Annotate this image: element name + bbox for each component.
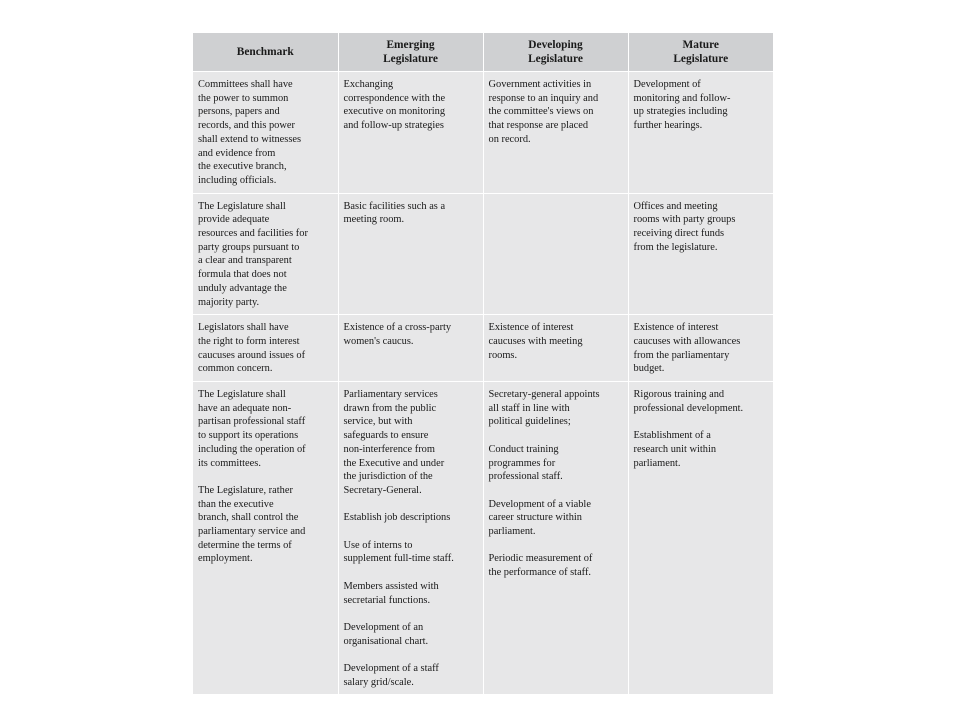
cell-paragraph [198, 484, 333, 566]
cell-paragraph [634, 429, 769, 470]
benchmark-cell [193, 72, 338, 194]
cell-text-line: up strategies including [633, 106, 728, 118]
cell-text-line: common concern. [198, 363, 273, 375]
cell-text-line: Use of interns to [343, 539, 413, 551]
cell-paragraph [634, 388, 769, 415]
cell-text-line: service, but with [343, 416, 413, 428]
cell-text-line: the executive branch, [198, 161, 287, 173]
cell-paragraph [489, 388, 623, 429]
cell-text-line: caucuses with allowances [633, 335, 741, 347]
cell-text-line: majority party. [198, 296, 260, 308]
cell-text-line: parliament. [488, 526, 536, 538]
cell-text-line: Rigorous training and [633, 389, 725, 401]
cell-text-line: Establishment of a [633, 430, 711, 442]
cell-text-line: from the legislature. [633, 241, 718, 253]
cell-text-line: The Legislature, rather [198, 484, 293, 496]
cell-text-line: Committees shall have [198, 79, 293, 90]
header-emerging [338, 33, 483, 72]
cell-text-line: rooms. [488, 349, 518, 361]
cell-text-line: to support its operations [198, 430, 299, 442]
cell-paragraph [489, 78, 623, 147]
cell-text-line: programmes for [488, 457, 556, 469]
cell-paragraph [198, 321, 333, 376]
developing-cell [483, 193, 628, 315]
emerging-cell [338, 315, 483, 382]
cell-text-line: the right to form interest [198, 335, 300, 347]
cell-text-line: parliamentary service and [198, 526, 306, 538]
cell-text-line: meeting room. [343, 214, 405, 226]
cell-text-line: rooms with party groups [633, 214, 736, 226]
cell-text-line: Development of [633, 79, 701, 90]
cell-text-line: Establish job descriptions [343, 512, 451, 524]
cell-text-line: formula that does not [198, 269, 287, 281]
cell-text-line: supplement full-time staff. [343, 553, 454, 565]
cell-text-line: Existence of a cross-party [343, 322, 452, 334]
cell-text-line: the performance of staff. [488, 567, 592, 579]
cell-text-line: resources and facilities for [198, 228, 308, 240]
header-benchmark [193, 33, 338, 72]
cell-paragraph [344, 78, 478, 133]
cell-text-line: Offices and meeting [633, 200, 718, 212]
cell-text-line: Secretary-general appoints [488, 389, 600, 401]
cell-text-line: response to an inquiry and [488, 92, 599, 104]
cell-text-line: safeguards to ensure [343, 430, 429, 442]
table-row [193, 382, 773, 695]
header-line: Mature [682, 39, 719, 51]
cell-paragraph [634, 321, 769, 376]
header-line: Benchmark [236, 46, 294, 58]
cell-text-line: Exchanging [343, 79, 394, 90]
cell-text-line: unduly advantage the [198, 282, 287, 294]
cell-text-line: Basic facilities such as a [343, 200, 446, 212]
cell-text-line: that response are placed [488, 120, 589, 132]
cell-text-line: monitoring and follow- [633, 92, 731, 104]
cell-paragraph [489, 321, 623, 362]
emerging-cell [338, 193, 483, 315]
cell-text-line: on record. [488, 133, 531, 145]
mature-cell [628, 193, 773, 315]
cell-paragraph [634, 200, 769, 255]
cell-text-line: Legislators shall have [198, 322, 289, 334]
cell-text-line: party groups pursuant to [198, 241, 300, 253]
cell-text-line: Development of a viable [488, 498, 591, 510]
cell-text-line: provide adequate [198, 214, 270, 226]
emerging-cell [338, 72, 483, 194]
benchmark-cell [193, 193, 338, 315]
cell-paragraph [344, 621, 478, 648]
cell-text-line: The Legislature shall [198, 200, 286, 212]
cell-text-line: career structure within [488, 512, 582, 524]
cell-text-line: Secretary-General. [343, 484, 422, 496]
cell-text-line: receiving direct funds [633, 228, 725, 240]
cell-paragraph [344, 321, 478, 348]
cell-text-line: the committee's views on [488, 106, 594, 118]
table-row [193, 72, 773, 194]
header-developing [483, 33, 628, 72]
cell-text-line: The Legislature shall [198, 389, 286, 401]
cell-text-line: including officials. [198, 174, 277, 186]
cell-text-line: correspondence with the [343, 92, 446, 104]
cell-text-line: professional staff. [488, 471, 563, 483]
table-row [193, 193, 773, 315]
cell-text-line: records, and this power [198, 120, 295, 132]
cell-paragraph [198, 388, 333, 470]
cell-text-line: organisational chart. [343, 635, 429, 647]
cell-text-line: its committees. [198, 457, 261, 469]
cell-text-line: drawn from the public [343, 402, 437, 414]
emerging-cell [338, 382, 483, 695]
developing-cell [483, 315, 628, 382]
header-line: Legislature [528, 53, 583, 65]
cell-text-line: than the executive [198, 498, 274, 510]
cell-paragraph [344, 511, 478, 525]
header-line: Emerging [386, 39, 435, 51]
cell-text-line: employment. [198, 553, 253, 565]
cell-text-line: research unit within [633, 443, 717, 455]
table-row [193, 315, 773, 382]
cell-text-line: a clear and transparent [198, 255, 292, 267]
cell-paragraph [489, 443, 623, 484]
mature-cell [628, 315, 773, 382]
header-line: Developing [528, 39, 583, 51]
cell-text-line: and follow-up strategies [343, 120, 444, 132]
header-row [193, 33, 773, 72]
header-line: Legislature [673, 53, 729, 65]
cell-text-line: professional development. [633, 402, 744, 414]
cell-text-line: Conduct training [488, 443, 559, 455]
cell-text-line: parliament. [633, 457, 681, 469]
header-line: Legislature [383, 53, 438, 65]
cell-text-line: and evidence from [198, 147, 276, 159]
cell-text-line: the power to summon [198, 92, 289, 104]
cell-text-line: secretarial functions. [343, 594, 431, 606]
mature-cell [628, 382, 773, 695]
cell-text-line: the Executive and under [343, 457, 445, 469]
table-body [193, 72, 773, 695]
cell-text-line: political guidelines; [488, 416, 571, 428]
cell-text-line: Development of a staff [343, 663, 439, 675]
cell-text-line: further hearings. [633, 120, 703, 132]
cell-paragraph [489, 552, 623, 579]
cell-text-line: Development of an [343, 621, 424, 633]
cell-text-line: Members assisted with [343, 580, 439, 592]
cell-text-line: shall extend to witnesses [198, 133, 302, 145]
cell-text-line: branch, shall control the [198, 512, 299, 524]
cell-text-line: the jurisdiction of the [343, 471, 433, 483]
developing-cell [483, 72, 628, 194]
benchmark-table [193, 33, 773, 694]
cell-text-line: Government activities in [488, 79, 592, 90]
mature-cell [628, 72, 773, 194]
cell-paragraph [489, 498, 623, 539]
cell-text-line: determine the terms of [198, 539, 292, 551]
benchmark-cell [193, 382, 338, 695]
cell-text-line: all staff in line with [488, 402, 570, 414]
cell-text-line: Periodic measurement of [488, 553, 593, 565]
cell-text-line: including the operation of [198, 443, 306, 455]
cell-text-line: non-interference from [343, 443, 435, 455]
cell-text-line: caucuses with meeting [488, 335, 583, 347]
developing-cell [483, 382, 628, 695]
cell-text-line: partisan professional staff [198, 416, 306, 428]
cell-paragraph [344, 539, 478, 566]
cell-text-line: Existence of interest [488, 322, 574, 334]
cell-paragraph [344, 200, 478, 227]
cell-text-line: salary grid/scale. [343, 676, 414, 688]
cell-text-line: women's caucus. [343, 335, 414, 347]
cell-text-line: Parliamentary services [343, 389, 438, 401]
cell-text-line: budget. [633, 363, 665, 375]
cell-paragraph [198, 200, 333, 310]
cell-text-line: persons, papers and [198, 106, 280, 118]
cell-paragraph [344, 388, 478, 498]
cell-text-line: have an adequate non- [198, 402, 292, 414]
header-mature [628, 33, 773, 72]
cell-paragraph [634, 78, 769, 133]
cell-paragraph [344, 662, 478, 689]
cell-text-line: caucuses around issues of [198, 349, 306, 361]
cell-text-line: from the parliamentary [633, 349, 730, 361]
cell-paragraph [344, 580, 478, 607]
cell-text-line: executive on monitoring [343, 106, 446, 118]
cell-text-line: Existence of interest [633, 322, 719, 334]
benchmark-cell [193, 315, 338, 382]
cell-paragraph [198, 78, 333, 188]
